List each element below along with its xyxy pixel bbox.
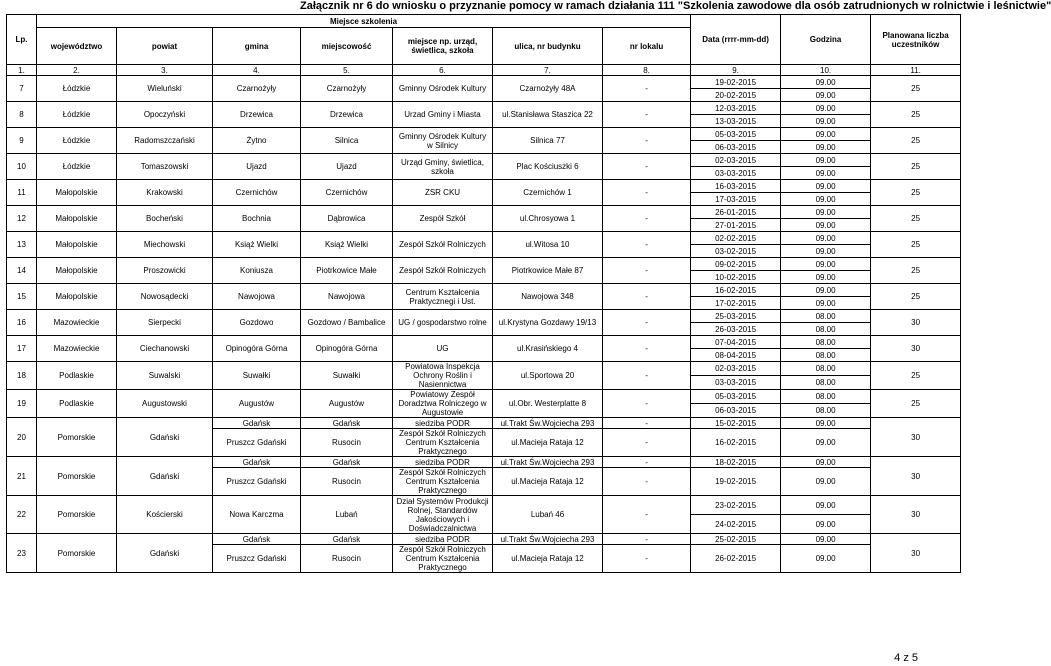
table-cell: Plac Kościuszki 6 xyxy=(493,154,603,180)
table-cell: Piotrkowice Małe xyxy=(301,258,393,284)
table-cell: 17 xyxy=(7,336,37,362)
table-cell: 08.00 xyxy=(781,404,871,418)
table-cell: Opinogóra Górna xyxy=(213,336,301,362)
table-cell: - xyxy=(603,457,691,468)
table-cell: 16-03-2015 xyxy=(691,180,781,193)
table-cell: Urzad Gminy i Miasta xyxy=(393,102,493,128)
table-cell: Małopolskie xyxy=(37,232,117,258)
page-number: 4 z 5 xyxy=(894,652,918,664)
table-cell: 09.00 xyxy=(781,206,871,219)
column-number-cell: 3. xyxy=(117,65,213,76)
table-cell: 09.00 xyxy=(781,457,871,468)
table-cell: 09.00 xyxy=(781,271,871,284)
table-cell: 16-02-2015 xyxy=(691,429,781,457)
table-cell: UG xyxy=(393,336,493,362)
table-cell: Suwalski xyxy=(117,362,213,390)
table-cell: Wieluński xyxy=(117,76,213,102)
table-cell: Łódzkie xyxy=(37,102,117,128)
table-cell: 08.00 xyxy=(781,310,871,323)
table-cell: 10 xyxy=(7,154,37,180)
table-cell: 05-03-2015 xyxy=(691,128,781,141)
table-cell: 25 xyxy=(871,258,961,284)
table-cell: 08.00 xyxy=(781,376,871,390)
table-cell: 30 xyxy=(871,496,961,534)
table-cell: Powiatowy Zespół Doradztwa Rolniczego w Augustowie xyxy=(393,390,493,418)
table-cell: Pomorskie xyxy=(37,534,117,573)
table-cell: Urząd Gminy, świetlica, szkoła xyxy=(393,154,493,180)
table-cell: 09.00 xyxy=(781,89,871,102)
table-cell: 25 xyxy=(871,128,961,154)
table-cell: 09.00 xyxy=(781,429,871,457)
table-cell: Augustów xyxy=(301,390,393,418)
table-cell: 17-02-2015 xyxy=(691,297,781,310)
header-cell: gmina xyxy=(213,28,301,65)
table-cell: - xyxy=(603,206,691,232)
table-cell: Pruszcz Gdański xyxy=(213,545,301,573)
table-cell: - xyxy=(603,102,691,128)
table-cell: ul.Krystyna Gozdawy 19/13 xyxy=(493,310,603,336)
table-cell: Tomaszowski xyxy=(117,154,213,180)
table-cell: ul.Krasińskiego 4 xyxy=(493,336,603,362)
header-cell: województwo xyxy=(37,28,117,65)
table-cell: - xyxy=(603,310,691,336)
table-cell: 06-03-2015 xyxy=(691,404,781,418)
table-cell: Zespół Szkół Rolniczych xyxy=(393,232,493,258)
table-row xyxy=(7,336,961,349)
table-cell: 18-02-2015 xyxy=(691,457,781,468)
table-row xyxy=(7,418,961,429)
table-cell: Augustów xyxy=(213,390,301,418)
table-cell: Mazowieckie xyxy=(37,310,117,336)
table-cell: ZSR CKU xyxy=(393,180,493,206)
table-cell: Gdańsk xyxy=(213,534,301,545)
table-cell: Augustowski xyxy=(117,390,213,418)
table-cell: UG / gospodarstwo rolne xyxy=(393,310,493,336)
table-cell: 25 xyxy=(871,284,961,310)
table-cell: Pomorskie xyxy=(37,418,117,457)
table-cell: 30 xyxy=(871,310,961,336)
table-cell: - xyxy=(603,362,691,390)
column-number-cell: 4. xyxy=(213,65,301,76)
table-cell: - xyxy=(603,180,691,206)
table-cell: 11 xyxy=(7,180,37,206)
table-cell: 7 xyxy=(7,76,37,102)
table-cell: Rusocin xyxy=(301,545,393,573)
header-cell: Godzina xyxy=(781,15,871,65)
table-cell: ul.Sportowa 20 xyxy=(493,362,603,390)
table-cell: Gozdowo xyxy=(213,310,301,336)
table-cell: Suwałki xyxy=(301,362,393,390)
table-cell: Żytno xyxy=(213,128,301,154)
table-cell: 23-02-2015 xyxy=(691,496,781,515)
header-cell: nr lokalu xyxy=(603,28,691,65)
table-cell: - xyxy=(603,545,691,573)
table-cell: 03-02-2015 xyxy=(691,245,781,258)
table-cell: 09.00 xyxy=(781,496,871,515)
table-row xyxy=(7,310,961,323)
table-cell: 09.00 xyxy=(781,115,871,128)
table-cell: 14 xyxy=(7,258,37,284)
table-cell: Miechowski xyxy=(117,232,213,258)
table-cell: 22 xyxy=(7,496,37,534)
table-cell: Suwałki xyxy=(213,362,301,390)
table-cell: Czarnożyły xyxy=(213,76,301,102)
table-cell: Podlaskie xyxy=(37,362,117,390)
table-cell: 09.00 xyxy=(781,245,871,258)
header-cell: miejsce np. urząd, świetlica, szkoła xyxy=(393,28,493,65)
table-cell: 09.00 xyxy=(781,232,871,245)
table-cell: 08.00 xyxy=(781,390,871,404)
table-cell: 26-02-2015 xyxy=(691,545,781,573)
table-cell: 09.00 xyxy=(781,534,871,545)
table-cell: Zespół Szkół Rolniczych Centrum Kształcenia Praktycznego xyxy=(393,545,493,573)
table-cell: 09.00 xyxy=(781,468,871,496)
table-cell: 30 xyxy=(871,336,961,362)
table-cell: 25 xyxy=(871,362,961,390)
table-cell: Gminny Ośrodek Kultury xyxy=(393,76,493,102)
table-cell: Małopolskie xyxy=(37,180,117,206)
table-cell: ul.Trakt Św.Wojciecha 293 xyxy=(493,534,603,545)
table-cell: 20 xyxy=(7,418,37,457)
table-row xyxy=(7,362,961,376)
table-cell: Ciechanowski xyxy=(117,336,213,362)
table-cell: 8 xyxy=(7,102,37,128)
table-cell: 07-04-2015 xyxy=(691,336,781,349)
table-cell: 26-03-2015 xyxy=(691,323,781,336)
table-row xyxy=(7,457,961,468)
table-cell: Gdański xyxy=(117,457,213,496)
table-cell: Gdańsk xyxy=(213,418,301,429)
table-cell: Krakowski xyxy=(117,180,213,206)
column-number-cell: 6. xyxy=(393,65,493,76)
table-cell: 25 xyxy=(871,232,961,258)
table-cell: Radomszczański xyxy=(117,128,213,154)
document-title: Załącznik nr 6 do wniosku o przyznanie pomocy w ramach działania 111 "Szkolenia zawodowe dla osób zatrudnionych w rolnictwie i leśnictwie" xyxy=(300,0,1051,12)
table-cell: Pomorskie xyxy=(37,496,117,534)
table-cell: 09.00 xyxy=(781,154,871,167)
table-row xyxy=(7,102,961,115)
table-cell: Piotrkowice Małe 87 xyxy=(493,258,603,284)
table-cell: 10-02-2015 xyxy=(691,271,781,284)
header-group-cell: Miejsce szkolenia xyxy=(37,15,691,28)
table-cell: - xyxy=(603,232,691,258)
table-cell: Gozdowo / Bambalice xyxy=(301,310,393,336)
table-cell: Gdańsk xyxy=(301,418,393,429)
table-cell: 03-03-2015 xyxy=(691,376,781,390)
table-cell: Nowosądecki xyxy=(117,284,213,310)
table-cell: 9 xyxy=(7,128,37,154)
table-cell: Czernichów xyxy=(301,180,393,206)
header-cell: powiat xyxy=(117,28,213,65)
table-cell: ul.Macieja Rataja 12 xyxy=(493,545,603,573)
column-number-cell: 5. xyxy=(301,65,393,76)
table-cell: Powiatowa Inspekcja Ochrony Roślin i Nasiennictwa xyxy=(393,362,493,390)
table-cell: 19 xyxy=(7,390,37,418)
table-cell: Rusocin xyxy=(301,429,393,457)
table-cell: 05-03-2015 xyxy=(691,390,781,404)
table-cell: 15-02-2015 xyxy=(691,418,781,429)
table-cell: 15 xyxy=(7,284,37,310)
table-cell: Małopolskie xyxy=(37,258,117,284)
table-cell: 09.00 xyxy=(781,193,871,206)
table-cell: Dąbrowica xyxy=(301,206,393,232)
table-cell: ul.Trakt Św.Wojciecha 293 xyxy=(493,457,603,468)
table-row xyxy=(7,534,961,545)
table-cell: Proszowicki xyxy=(117,258,213,284)
column-number-cell: 2. xyxy=(37,65,117,76)
table-cell: siedziba PODR xyxy=(393,457,493,468)
table-cell: Książ Wielki xyxy=(301,232,393,258)
table-cell: Opoczyński xyxy=(117,102,213,128)
table-cell: 25 xyxy=(871,154,961,180)
table-cell: 25 xyxy=(871,102,961,128)
table-cell: ul.Trakt Św.Wojciecha 293 xyxy=(493,418,603,429)
table-cell: Sierpecki xyxy=(117,310,213,336)
table-cell: 08.00 xyxy=(781,349,871,362)
table-cell: Zespół Szkół Rolniczych Centrum Kształcenia Praktycznego xyxy=(393,468,493,496)
table-cell: Silnica 77 xyxy=(493,128,603,154)
table-cell: ul.Macieja Rataja 12 xyxy=(493,429,603,457)
table-cell: Nawojowa 348 xyxy=(493,284,603,310)
table-cell: Gdańsk xyxy=(213,457,301,468)
table-cell: - xyxy=(603,154,691,180)
table-cell: Zespół Szkół xyxy=(393,206,493,232)
table-cell: 19-02-2015 xyxy=(691,76,781,89)
table-cell: - xyxy=(603,390,691,418)
table-cell: 25 xyxy=(871,206,961,232)
table-row xyxy=(7,206,961,219)
table-cell: - xyxy=(603,429,691,457)
header-cell: miejscowość xyxy=(301,28,393,65)
table-cell: 09.00 xyxy=(781,219,871,232)
table-cell: siedziba PODR xyxy=(393,418,493,429)
table-row xyxy=(7,128,961,141)
table-cell: Czernichów 1 xyxy=(493,180,603,206)
table-row xyxy=(7,232,961,245)
header-cell: Lp. xyxy=(7,15,37,65)
table-cell: Bochnia xyxy=(213,206,301,232)
table-cell: Nawojowa xyxy=(213,284,301,310)
table-cell: Ujazd xyxy=(301,154,393,180)
table-cell: Podlaskie xyxy=(37,390,117,418)
column-number-cell: 10. xyxy=(781,65,871,76)
table-cell: 06-03-2015 xyxy=(691,141,781,154)
table-cell: - xyxy=(603,336,691,362)
table-cell: 02-03-2015 xyxy=(691,362,781,376)
table-cell: 09.00 xyxy=(781,102,871,115)
table-row xyxy=(7,284,961,297)
table-row xyxy=(7,390,961,404)
table-cell: Czernichów xyxy=(213,180,301,206)
header-cell: ulica, nr budynku xyxy=(493,28,603,65)
table-cell: 13 xyxy=(7,232,37,258)
table-cell: Zespół Szkół Rolniczych xyxy=(393,258,493,284)
table-cell: - xyxy=(603,258,691,284)
table-cell: 25 xyxy=(871,180,961,206)
table-cell: - xyxy=(603,284,691,310)
table-cell: 09.00 xyxy=(781,258,871,271)
table-cell: 23 xyxy=(7,534,37,573)
table-cell: 09.00 xyxy=(781,284,871,297)
table-row xyxy=(7,76,961,89)
table-cell: 24-02-2015 xyxy=(691,515,781,534)
table-cell: Centrum Kształcenia Praktycznegi i Ust. xyxy=(393,284,493,310)
column-number-cell: 1. xyxy=(7,65,37,76)
table-cell: 30 xyxy=(871,457,961,496)
table-cell: ul.Stanisława Staszica 22 xyxy=(493,102,603,128)
table-cell: 09.00 xyxy=(781,297,871,310)
table-cell: - xyxy=(603,496,691,534)
table-cell: 09.00 xyxy=(781,167,871,180)
table-cell: Nowa Karczma xyxy=(213,496,301,534)
table-cell: Koniusza xyxy=(213,258,301,284)
table-cell: Dział Systemów Produkcji Rolnej, Standardów Jakościowych i Doświadczalnictwa xyxy=(393,496,493,534)
table-cell: 25-03-2015 xyxy=(691,310,781,323)
table-cell: 18 xyxy=(7,362,37,390)
table-cell: 25-02-2015 xyxy=(691,534,781,545)
table-cell: - xyxy=(603,418,691,429)
table-cell: Lubań 46 xyxy=(493,496,603,534)
table-cell: Książ Wielki xyxy=(213,232,301,258)
table-cell: 08.00 xyxy=(781,323,871,336)
table-cell: - xyxy=(603,468,691,496)
table-cell: Mazowieckie xyxy=(37,336,117,362)
table-cell: Kościerski xyxy=(117,496,213,534)
table-row xyxy=(7,180,961,193)
table-cell: Gminny Ośrodek Kultury w Silnicy xyxy=(393,128,493,154)
table-cell: - xyxy=(603,534,691,545)
table-cell: ul.Chrosyowa 1 xyxy=(493,206,603,232)
table-row xyxy=(7,154,961,167)
table-cell: 09-02-2015 xyxy=(691,258,781,271)
table-cell: ul.Witosa 10 xyxy=(493,232,603,258)
header-cell: Planowana liczba uczestników xyxy=(871,15,961,65)
table-cell: ul.Obr. Westerplatte 8 xyxy=(493,390,603,418)
table-cell: 25 xyxy=(871,76,961,102)
table-cell: Opinogóra Górna xyxy=(301,336,393,362)
table-cell: Czarnożyły xyxy=(301,76,393,102)
table-cell: 02-03-2015 xyxy=(691,154,781,167)
table-cell: 02-02-2015 xyxy=(691,232,781,245)
table-cell: ul.Macieja Rataja 12 xyxy=(493,468,603,496)
table-cell: 03-03-2015 xyxy=(691,167,781,180)
table-cell: 25 xyxy=(871,390,961,418)
table-cell: 16 xyxy=(7,310,37,336)
table-cell: 30 xyxy=(871,418,961,457)
header-row xyxy=(7,15,961,28)
table-cell: 16-02-2015 xyxy=(691,284,781,297)
column-number-cell: 9. xyxy=(691,65,781,76)
table-cell: 12 xyxy=(7,206,37,232)
table-cell: Gdańsk xyxy=(301,534,393,545)
table-cell: Rusocin xyxy=(301,468,393,496)
table-cell: 08-04-2015 xyxy=(691,349,781,362)
table-cell: 12-03-2015 xyxy=(691,102,781,115)
table-cell: siedziba PODR xyxy=(393,534,493,545)
table-cell: 08.00 xyxy=(781,336,871,349)
table-cell: Pomorskie xyxy=(37,457,117,496)
table-cell: 20-02-2015 xyxy=(691,89,781,102)
column-number-cell: 8. xyxy=(603,65,691,76)
table-cell: Zespół Szkół Rolniczych Centrum Kształcenia Praktycznego xyxy=(393,429,493,457)
table-cell: 27-01-2015 xyxy=(691,219,781,232)
table-cell: 26-01-2015 xyxy=(691,206,781,219)
table-cell: 13-03-2015 xyxy=(691,115,781,128)
table-cell: 09.00 xyxy=(781,76,871,89)
table-cell: Łódzkie xyxy=(37,154,117,180)
table-cell: Nawojowa xyxy=(301,284,393,310)
table-cell: Silnica xyxy=(301,128,393,154)
training-locations-table xyxy=(6,14,961,573)
table-cell: Lubań xyxy=(301,496,393,534)
table-cell: 09.00 xyxy=(781,418,871,429)
table-cell: Drzewica xyxy=(301,102,393,128)
table-row xyxy=(7,496,961,515)
table-cell: Łódzkie xyxy=(37,76,117,102)
table-cell: Małopolskie xyxy=(37,206,117,232)
table-cell: 19-02-2015 xyxy=(691,468,781,496)
table-cell: - xyxy=(603,128,691,154)
table-cell: - xyxy=(603,76,691,102)
table-row xyxy=(7,258,961,271)
table-cell: Pruszcz Gdański xyxy=(213,468,301,496)
column-number-row xyxy=(7,65,961,76)
table-cell: Gdański xyxy=(117,418,213,457)
table-cell: 09.00 xyxy=(781,128,871,141)
table-cell: Gdańsk xyxy=(301,457,393,468)
table-cell: Ujazd xyxy=(213,154,301,180)
table-cell: Czarnożyły 48A xyxy=(493,76,603,102)
table-cell: Pruszcz Gdański xyxy=(213,429,301,457)
table-cell: 09.00 xyxy=(781,515,871,534)
table-cell: 09.00 xyxy=(781,180,871,193)
table-cell: 09.00 xyxy=(781,545,871,573)
table-cell: 17-03-2015 xyxy=(691,193,781,206)
table-cell: Drzewica xyxy=(213,102,301,128)
table-cell: Łódzkie xyxy=(37,128,117,154)
table-cell: 30 xyxy=(871,534,961,573)
table-cell: 08.00 xyxy=(781,362,871,376)
table-cell: 09.00 xyxy=(781,141,871,154)
column-number-cell: 7. xyxy=(493,65,603,76)
table-cell: 21 xyxy=(7,457,37,496)
table-cell: Małopolskie xyxy=(37,284,117,310)
table-cell: Gdański xyxy=(117,534,213,573)
header-cell: Data (rrrr-mm-dd) xyxy=(691,15,781,65)
column-number-cell: 11. xyxy=(871,65,961,76)
table-cell: Bocheński xyxy=(117,206,213,232)
